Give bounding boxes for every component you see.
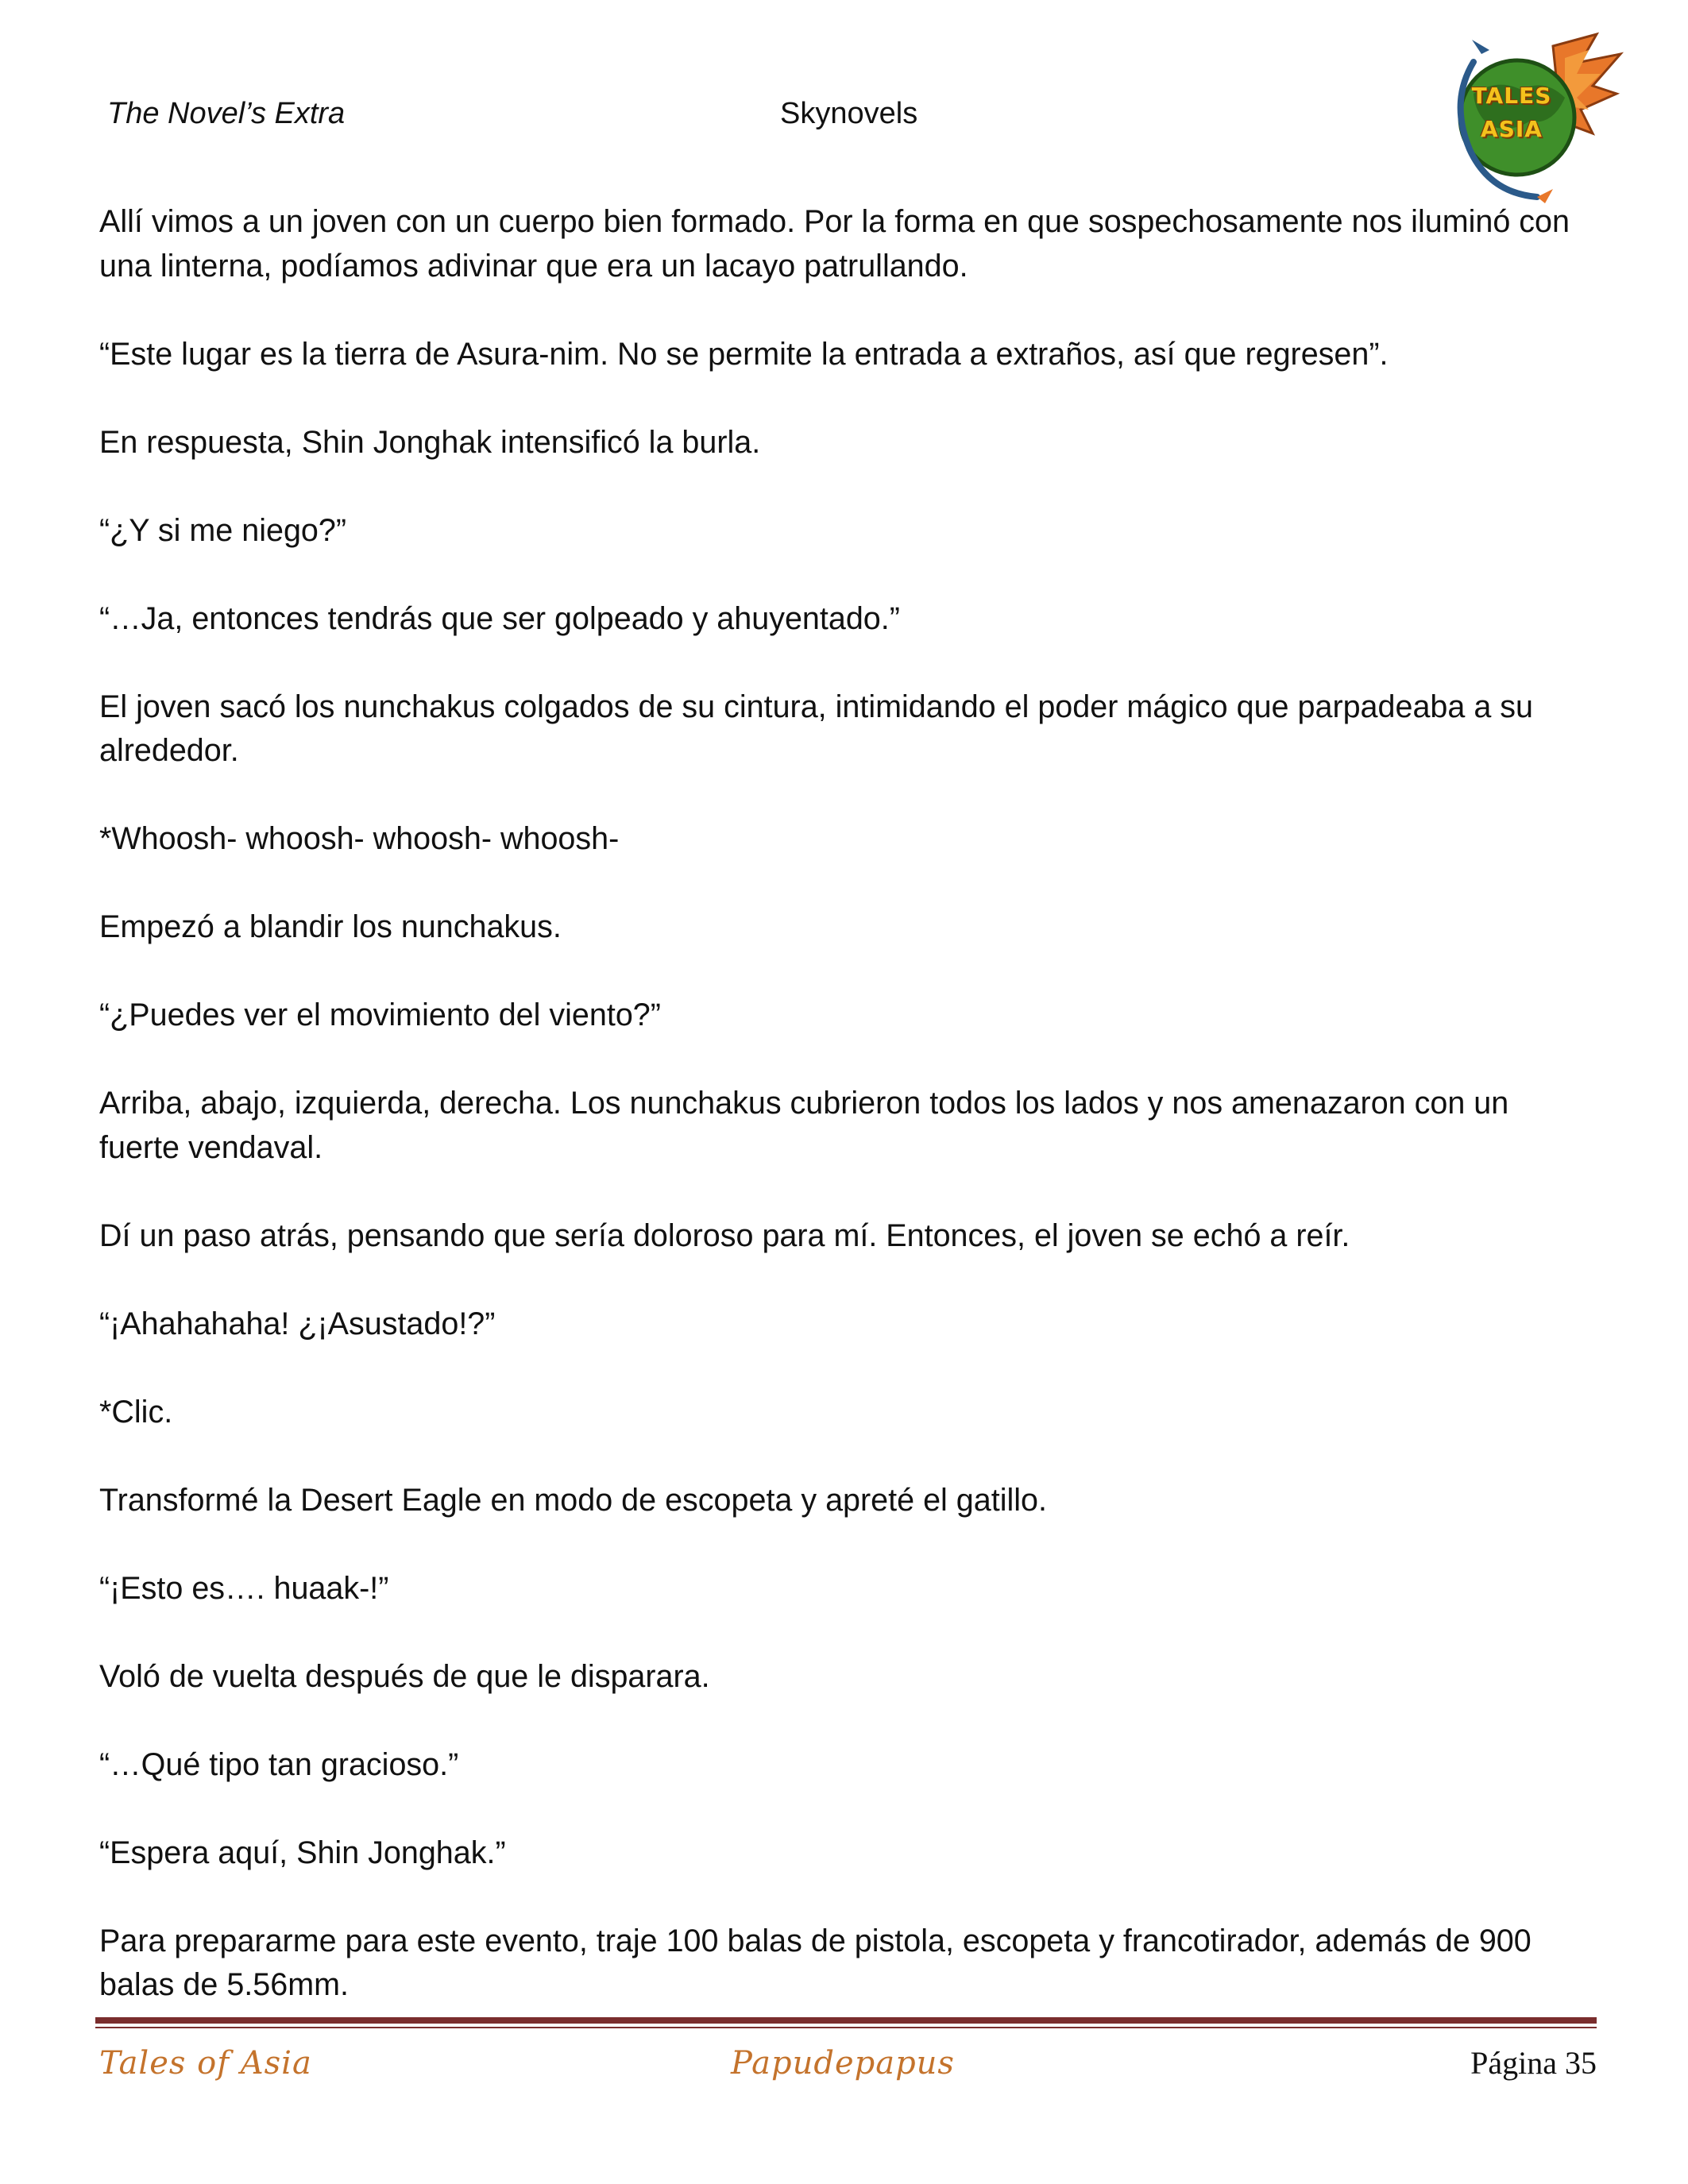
paragraph: “Espera aquí, Shin Jonghak.” <box>99 1835 506 1870</box>
paragraph: Empezó a blandir los nunchakus. <box>99 909 562 944</box>
footer-publisher: Tales of Asia <box>99 2045 312 2082</box>
paragraph: “…Qué tipo tan gracioso.” <box>99 1746 459 1782</box>
footer-divider-thick <box>95 2017 1597 2024</box>
paragraph: En respuesta, Shin Jonghak intensificó la burla. <box>99 424 761 460</box>
header-book-title: The Novel’s Extra <box>107 97 346 130</box>
paragraph: Dí un paso atrás, pensando que sería doloroso para mí. Entonces, el joven se echó a reír. <box>99 1217 1350 1253</box>
logo-text-top: TALES <box>1471 83 1552 109</box>
logo-wordmark <box>1468 79 1555 146</box>
paragraph: Voló de vuelta después de que le disparara. <box>99 1658 710 1694</box>
paragraph: “¿Y si me niego?” <box>99 512 347 548</box>
paragraph: Para prepararme para este evento, traje 100 balas de pistola, escopeta y francotirador, además de 900 balas de 5.56mm. <box>99 1923 1532 2002</box>
paragraph: *Whoosh- whoosh- whoosh- whoosh- <box>99 821 620 856</box>
paragraph: Transformé la Desert Eagle en modo de escopeta y apreté el gatillo. <box>99 1482 1047 1518</box>
paragraph: Allí vimos a un joven con un cuerpo bien formado. Por la forma en que sospechosamente nos iluminó con una linterna, podíamos adivinar que era un lacayo patrullando. <box>99 204 1570 284</box>
logo-text-bottom: ASIA <box>1481 116 1543 142</box>
paragraph: “¡Ahahahaha! ¿¡Asustado!?” <box>99 1306 496 1341</box>
paragraph: “¡Esto es…. huaak-!” <box>99 1570 389 1606</box>
chapter-body <box>99 200 1593 2051</box>
footer-page-number: Página 35 <box>1470 2045 1597 2081</box>
paragraph: *Clic. <box>99 1394 173 1430</box>
paragraph: “¿Puedes ver el movimiento del viento?” <box>99 997 661 1032</box>
paragraph: “…Ja, entonces tendrás que ser golpeado y ahuyentado.” <box>99 600 900 636</box>
paragraph: “Este lugar es la tierra de Asura-nim. No se permite la entrada a extraños, así que regresen”. <box>99 336 1389 372</box>
paragraph: Arriba, abajo, izquierda, derecha. Los nunchakus cubrieron todos los lados y nos amenazaron con un fuerte vendaval. <box>99 1086 1509 1165</box>
paragraph: El joven sacó los nunchakus colgados de su cintura, intimidando el poder mágico que parpadeaba a su alrededor. <box>99 689 1534 768</box>
header-site-name: Skynovels <box>780 97 918 130</box>
footer-divider-thin <box>95 2027 1597 2028</box>
footer-translator: Papudepapus <box>731 2045 955 2082</box>
